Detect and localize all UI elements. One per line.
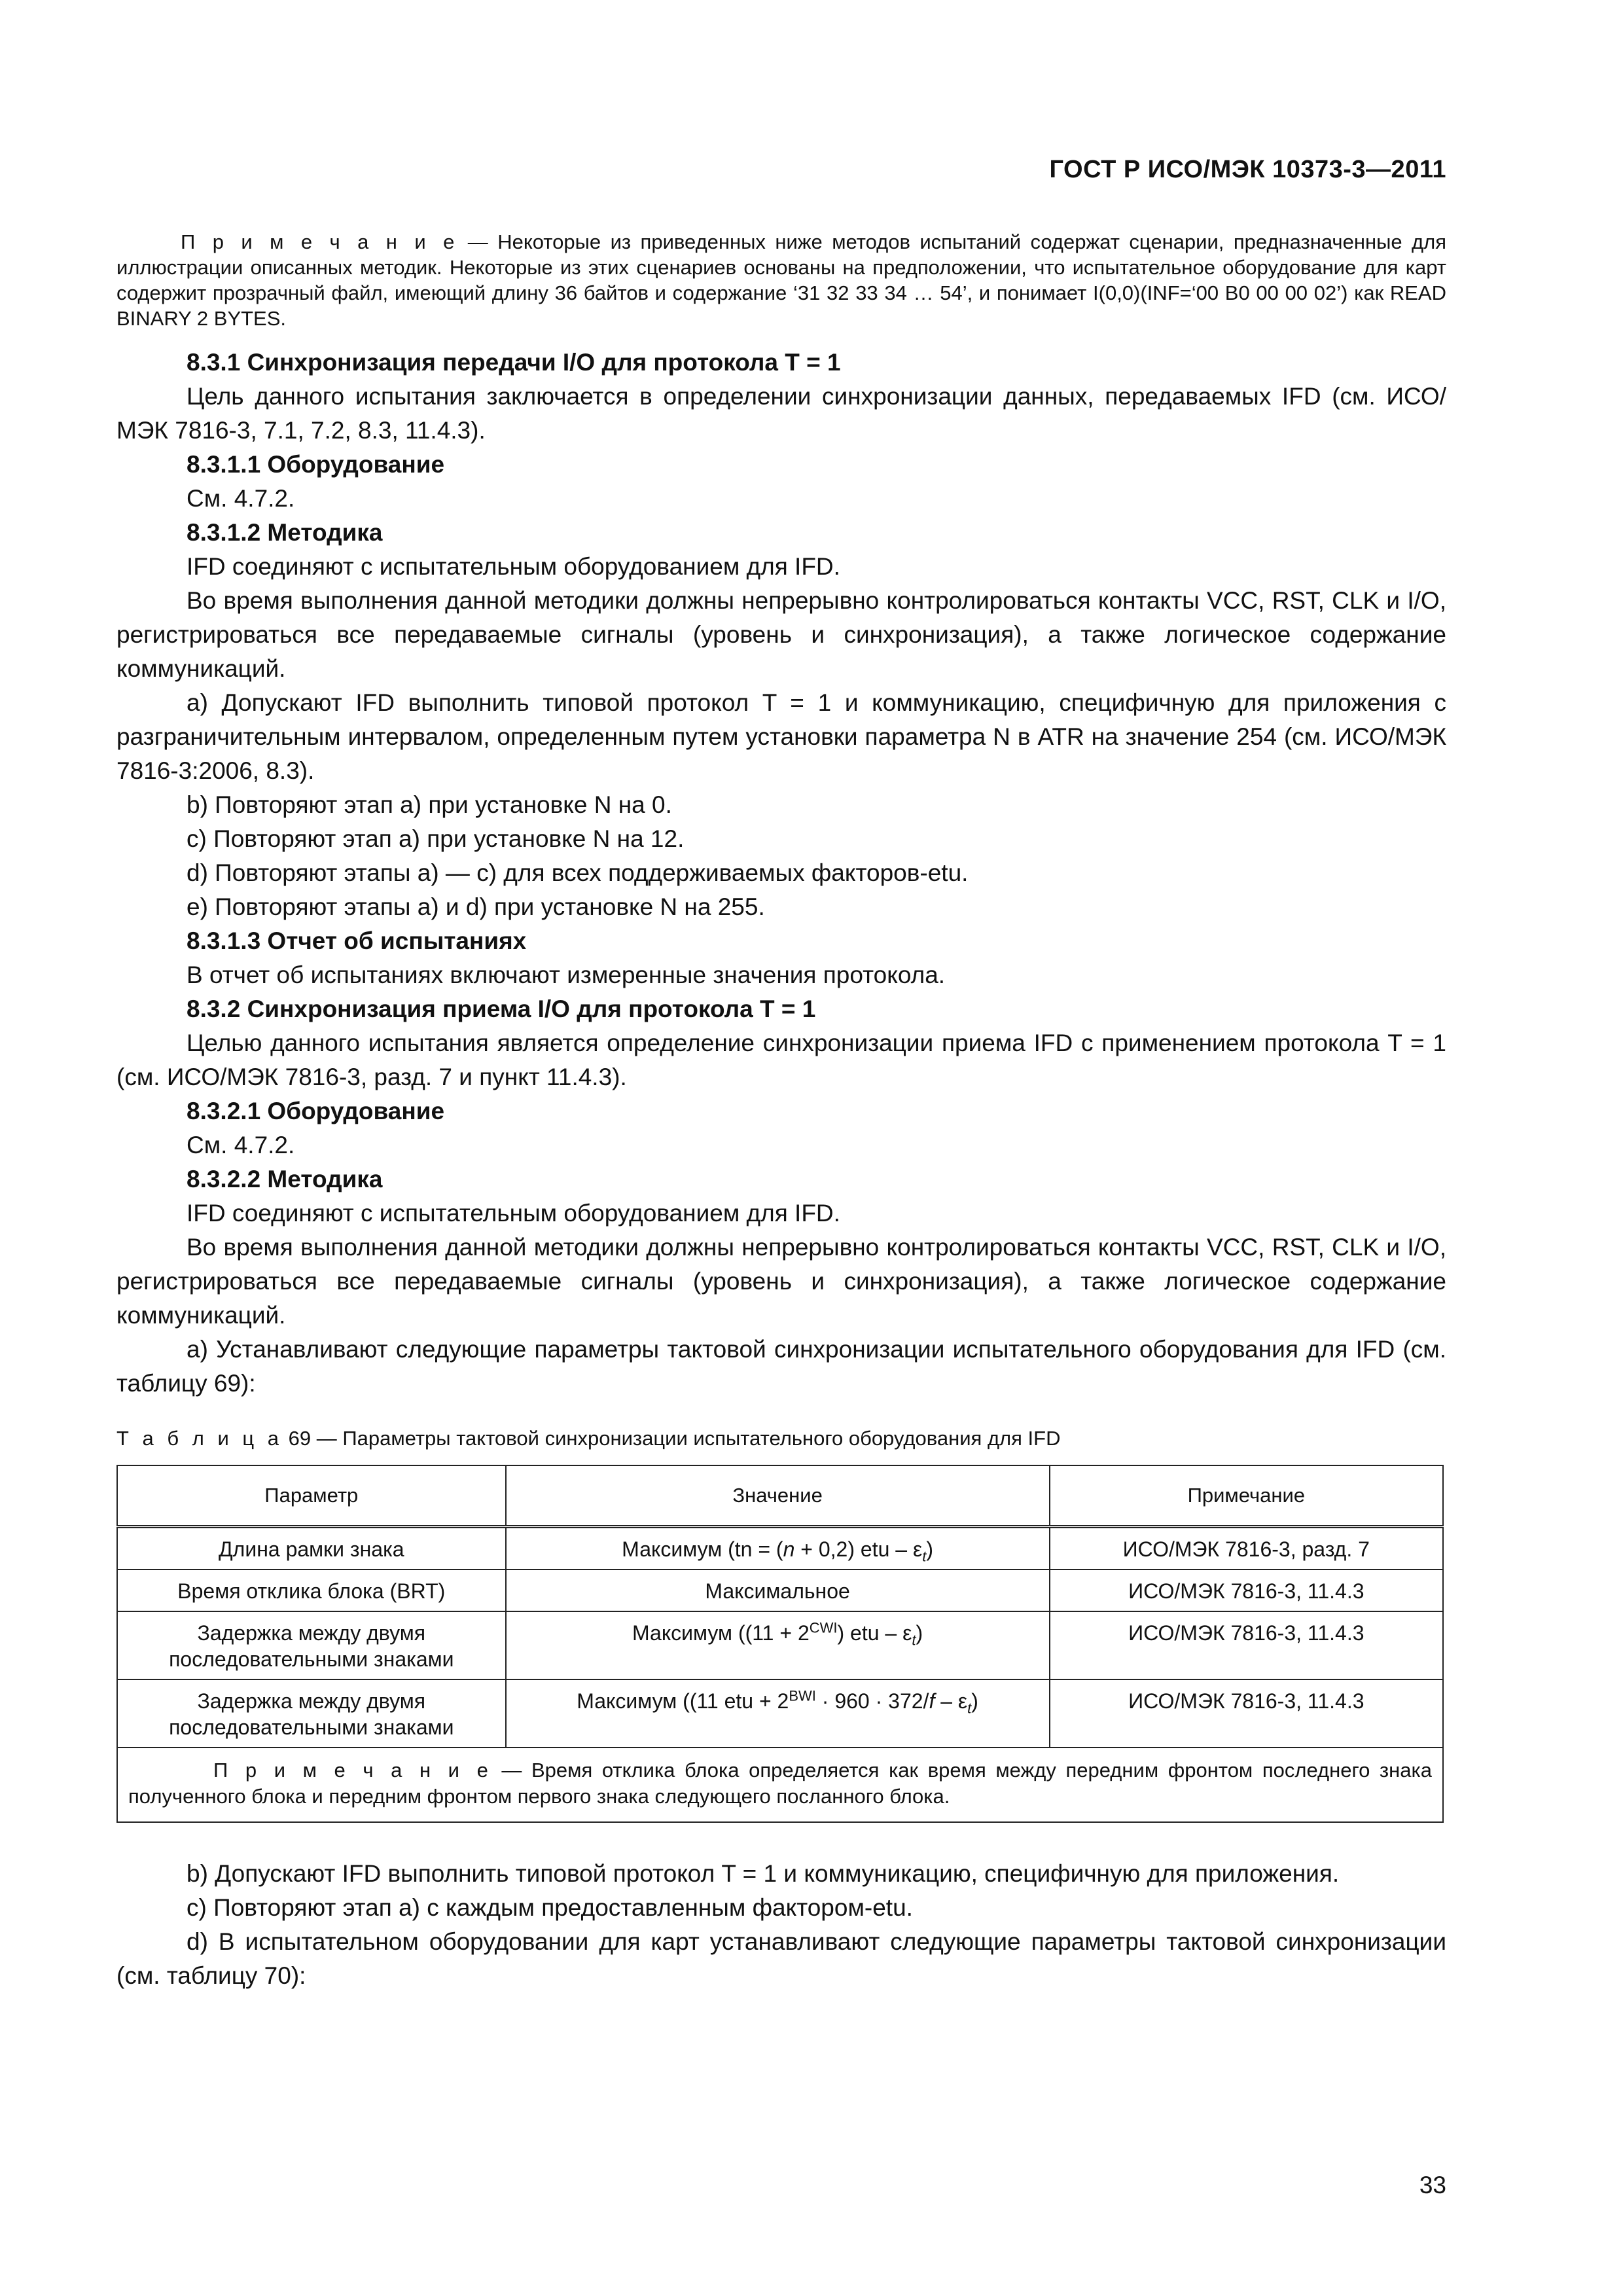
cell-parameter: Время отклика блока (BRT) (117, 1570, 506, 1611)
section-8-3-2-1-text: См. 4.7.2. (187, 1132, 295, 1158)
step-b-after-table: b) Допускают IFD выполнить типовой протокол T = 1 и коммуникацию, специфичную для приложения. (187, 1860, 1340, 1887)
section-8-3-1-text: Цель данного испытания заключается в определении синхронизации данных, передаваемых IFD (см. ИСО/МЭК 7816-3, 7.1, 7.2, 8.3, 11.4.3). (116, 383, 1446, 444)
cell-parameter: Длина рамки знака (117, 1527, 506, 1570)
value-var: n (783, 1537, 795, 1561)
cell-value (506, 1679, 1050, 1748)
column-header-value: Значение (506, 1465, 1050, 1527)
table-header-row (117, 1465, 1443, 1527)
step-e: e) Повторяют этапы a) и d) при установке N на 255. (187, 893, 765, 920)
section-8-3-1-3-heading: 8.3.1.3 Отчет об испытаниях (187, 927, 527, 954)
value-text: ) etu – ε (837, 1621, 912, 1645)
cell-parameter: Задержка между двумя последовательными знаками (117, 1611, 506, 1679)
step-a-832: a) Устанавливают следующие параметры тактовой синхронизации испытательного оборудования для IFD (см. таблицу 69): (116, 1336, 1446, 1397)
value-text: ) (926, 1537, 933, 1561)
step-c: c) Повторяют этап a) при установке N на 12. (187, 825, 685, 852)
standard-header: ГОСТ Р ИСО/МЭК 10373-3—2011 (1049, 156, 1446, 183)
value-text: + 0,2) etu – ε (794, 1537, 923, 1561)
section-8-3-2-1-heading: 8.3.2.1 Оборудование (187, 1098, 445, 1124)
section-8-3-2-2-heading: 8.3.2.2 Методика (187, 1166, 383, 1193)
table-row (117, 1611, 1443, 1679)
step-a: a) Допускают IFD выполнить типовой протокол T = 1 и коммуникацию, специфичную для приложения с разграничительным интервалом, определенным путем установки параметра N в ATR на значение 254 (см. ИСО/МЭК 7816-3:2006, 8.3). (116, 689, 1446, 784)
page-number: 33 (1419, 2172, 1446, 2198)
value-subscript: t (967, 1700, 972, 1717)
table-note-text: — Время отклика блока определяется как время между передним фронтом последнего знака полученного блока и передним фронтом первого знака следующего посланного блока. (128, 1759, 1432, 1808)
table-caption-text: 69 — Параметры тактовой синхронизации испытательного оборудования для IFD (283, 1427, 1061, 1450)
table-note-label: П р и м е ч а н и е (213, 1759, 492, 1782)
value-subscript: t (912, 1632, 916, 1649)
value-text: Максимум ((11 etu + 2 (577, 1689, 789, 1713)
table-caption-label: Т а б л и ц а (116, 1427, 283, 1450)
value-text: ) (971, 1689, 978, 1713)
value-text: ) (916, 1621, 923, 1645)
section-8-3-1-3-text: В отчет об испытаниях включают измеренные значения протокола. (187, 961, 946, 988)
value-superscript: BWI (789, 1687, 816, 1704)
table-69 (116, 1465, 1444, 1823)
step-c-after-table: c) Повторяют этап a) с каждым предоставленным фактором-etu. (187, 1894, 913, 1921)
step-d: d) Повторяют этапы a) — c) для всех поддерживаемых факторов-etu. (187, 859, 969, 886)
cell-value (506, 1611, 1050, 1679)
step-b: b) Повторяют этап a) при установке N на 0. (187, 791, 672, 818)
cell-value (506, 1527, 1050, 1570)
step-d-after-table: d) В испытательном оборудовании для карт устанавливают следующие параметры тактовой синхронизации (см. таблицу 70): (116, 1928, 1446, 1989)
value-subscript: t (922, 1548, 927, 1565)
section-8-3-1-heading: 8.3.1 Синхронизация передачи I/O для протокола T = 1 (187, 349, 841, 376)
section-8-3-1-2-p2: Во время выполнения данной методики должны непрерывно контролироваться контакты VCC, RST, CLK и I/O, регистрироваться все передаваемые сигналы (уровень и синхронизация), а также логическое содержание коммуникаций. (116, 587, 1446, 682)
section-8-3-2-2-p1: IFD соединяют с испытательным оборудованием для IFD. (187, 1200, 840, 1227)
table-note-row (117, 1748, 1443, 1822)
value-text: Максимум (tn = ( (622, 1537, 783, 1561)
cell-note: ИСО/МЭК 7816-3, 11.4.3 (1050, 1679, 1443, 1748)
section-8-3-1-2-heading: 8.3.1.2 Методика (187, 519, 383, 546)
section-8-3-2-heading: 8.3.2 Синхронизация приема I/O для протокола T = 1 (187, 996, 816, 1022)
cell-value: Максимальное (506, 1570, 1050, 1611)
value-var: f (929, 1689, 935, 1713)
intro-note (116, 229, 1446, 331)
section-8-3-1-1-text: См. 4.7.2. (187, 485, 295, 512)
table-row (117, 1570, 1443, 1611)
column-header-note: Примечание (1050, 1465, 1443, 1527)
table-row (117, 1527, 1443, 1570)
table-row (117, 1679, 1443, 1748)
table-69-caption (116, 1426, 1446, 1452)
value-superscript: CWI (809, 1619, 838, 1636)
value-text: – ε (935, 1689, 968, 1713)
page-content (116, 229, 1446, 1993)
value-text: · 960 · 372/ (815, 1689, 929, 1713)
section-8-3-2-text: Целью данного испытания является определение синхронизации приема IFD с применением протокола T = 1 (см. ИСО/МЭК 7816-3, разд. 7 и пункт 11.4.3). (116, 1030, 1446, 1090)
column-header-parameter: Параметр (117, 1465, 506, 1527)
cell-note: ИСО/МЭК 7816-3, разд. 7 (1050, 1527, 1443, 1570)
note-text: — Некоторые из приведенных ниже методов испытаний содержат сценарии, предназначенные для иллюстрации описанных методик. Некоторые из этих сценариев основаны на предположении, что испытательное оборудование для карт содержит прозрачный файл, имеющий длину 36 байтов и содержание ‘31 32 33 34 … 54’, и понимает I(0,0)(INF=‘00 B0 00 00 02’) как READ BINARY 2 BYTES. (116, 230, 1446, 330)
note-label: П р и м е ч а н и е (181, 230, 459, 253)
cell-note: ИСО/МЭК 7816-3, 11.4.3 (1050, 1570, 1443, 1611)
cell-note: ИСО/МЭК 7816-3, 11.4.3 (1050, 1611, 1443, 1679)
value-text: Максимум ((11 + 2 (632, 1621, 810, 1645)
table-note (117, 1748, 1443, 1822)
section-8-3-1-2-p1: IFD соединяют с испытательным оборудованием для IFD. (187, 553, 840, 580)
section-8-3-2-2-p2: Во время выполнения данной методики должны непрерывно контролироваться контакты VCC, RST, CLK и I/O, регистрироваться все передаваемые сигналы (уровень и синхронизация), а также логическое содержание коммуникаций. (116, 1234, 1446, 1329)
section-8-3-1-1-heading: 8.3.1.1 Оборудование (187, 451, 445, 478)
cell-parameter: Задержка между двумя последовательными знаками (117, 1679, 506, 1748)
